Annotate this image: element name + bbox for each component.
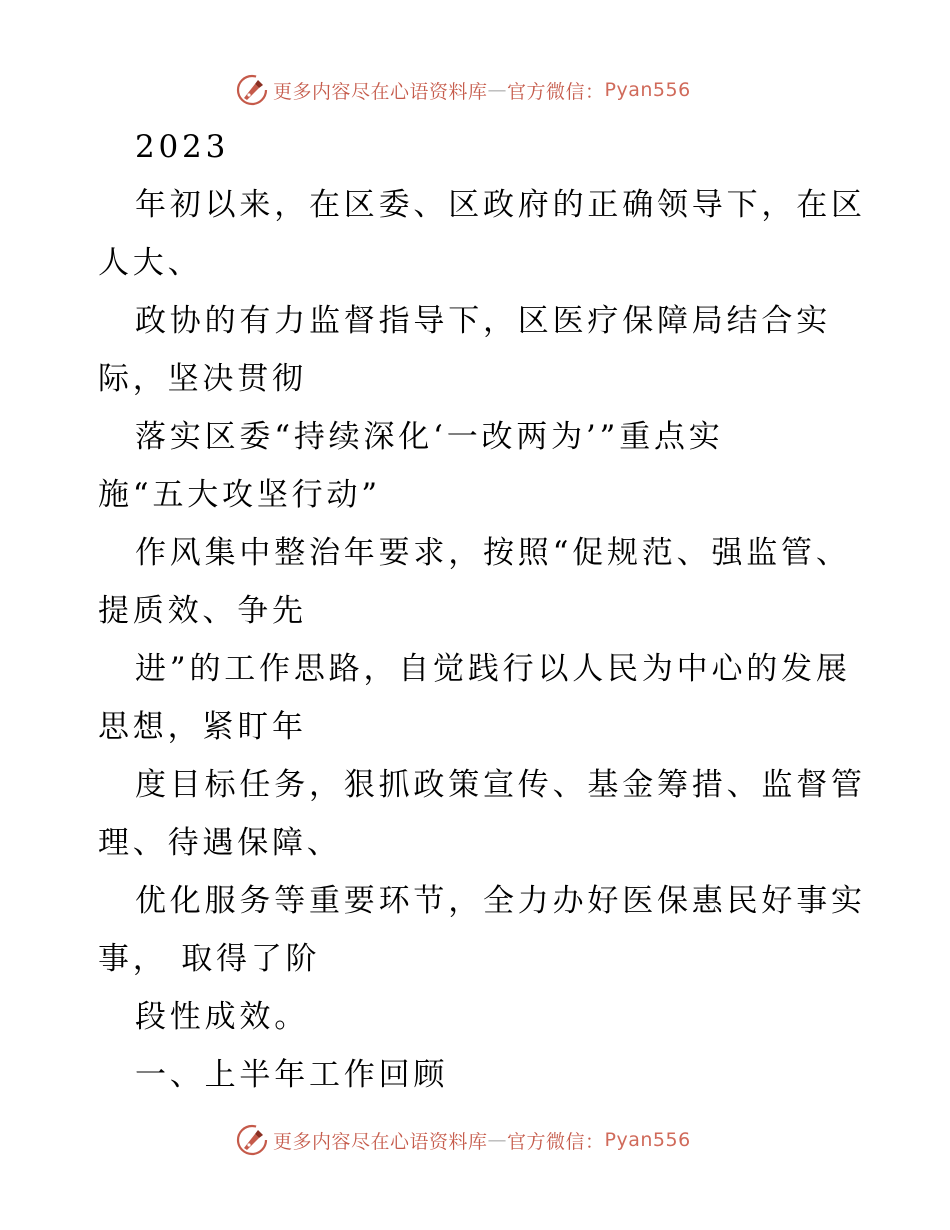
text-line: 际，坚决贯彻 [98,361,307,397]
watermark-label: 官方微信： [507,80,605,103]
header-watermark [235,72,691,108]
text-line: 落实区委“持续深化‘一改两为’”重点实 [135,419,724,455]
text-line: 政协的有力监督指导下，区医疗保障局结合实 [135,303,831,339]
text-line: 2023 [135,129,230,165]
text-line: 人大、 [98,245,203,281]
watermark-text: 更多内容尽在心语资料库 [273,1130,488,1153]
watermark-separator: — [487,79,508,101]
text-line: 一、上半年工作回顾 [135,1057,449,1093]
text-line: 提质效、争先 [98,593,307,629]
text-line: 度目标任务，狠抓政策宣传、基金筹措、监督管 [135,767,866,803]
footer-watermark [235,1122,691,1158]
text-line: 段性成效。 [135,999,309,1035]
text-line: 优化服务等重要环节，全力办好医保惠民好事实 [135,883,866,919]
text-line: 施“五大攻坚行动” [98,477,381,513]
document-body [98,118,866,1104]
watermark-id: Pyan556 [604,1129,691,1151]
watermark-label: 官方微信： [507,1130,605,1153]
text-line: 思想，紧盯年 [98,709,307,745]
text-line: 年初以来，在区委、区政府的正确领导下，在区 [135,187,866,223]
text-line: 事， 取得了阶 [98,941,321,977]
pen-nib-circle-icon [235,73,269,107]
watermark-separator: — [487,1129,508,1151]
pen-nib-circle-icon [235,1123,269,1157]
text-line: 作风集中整治年要求，按照“促规范、强监管、 [135,535,851,571]
text-line: 进”的工作思路，自觉践行以人民为中心的发展 [135,651,851,687]
text-line: 理、待遇保障、 [98,825,342,861]
watermark-text: 更多内容尽在心语资料库 [273,80,488,103]
watermark-id: Pyan556 [604,79,691,101]
